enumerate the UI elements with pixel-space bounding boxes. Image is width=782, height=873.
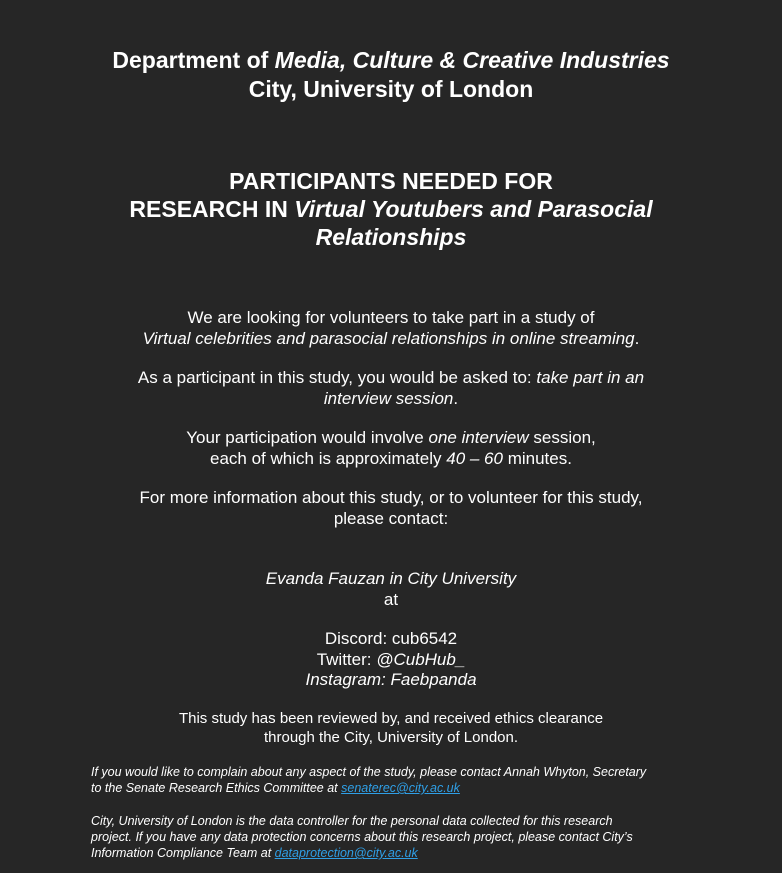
discord-handle: Discord: cub6542 [324, 629, 458, 648]
contact-intro-paragraph: For more information about this study, or to volunteer for this study, please contact: [139, 488, 643, 528]
title-line-2: RESEARCH IN Virtual Youtubers and Parasocial [129, 196, 653, 222]
researcher-block: Evanda Fauzan in City University at [265, 569, 517, 609]
page-title [0, 167, 782, 251]
socials-block [0, 629, 782, 691]
data-protection-notice: City, University of London is the data controller for the personal data collected for this research project. If you have any data protection concerns about this research project, please contact City’s Information Compliance Team at dataprotection@city.ac.uk [91, 814, 633, 860]
complaint-notice: If you would like to complain about any aspect of the study, please contact Annah Whyton, Secretary to the Senate Research Ethics Committee at senaterec@city.ac.uk [91, 765, 647, 795]
title-line-1: PARTICIPANTS NEEDED FOR [229, 168, 553, 194]
university-name: City, University of London [248, 76, 534, 102]
researcher-name: Evanda Fauzan in City University [265, 569, 517, 588]
twitter-handle: @CubHub_ [376, 649, 466, 669]
title-line-3: Relationships [315, 224, 467, 250]
intro-paragraph: We are looking for volunteers to take part in a study of Virtual celebrities and parasocial relationships in online streaming. [142, 308, 640, 348]
department-name: Media, Culture & Creative Industries [274, 47, 670, 73]
dataprotection-email-link[interactable]: dataprotection@city.ac.uk [274, 846, 418, 860]
ethics-statement: This study has been reviewed by, and received ethics clearance through the City, University of London. [178, 710, 604, 746]
department-header [0, 46, 782, 104]
study-topic: Virtual celebrities and parasocial relationships in online streaming [142, 328, 635, 348]
twitter-line: Twitter: @CubHub_ [316, 649, 466, 669]
department-line: Department of Media, Culture & Creative Industries [112, 47, 670, 73]
instagram-handle: Instagram: Faebpanda [305, 670, 477, 689]
task-paragraph: As a participant in this study, you would be asked to: take part in an interview session. [137, 368, 645, 408]
senaterec-email-link[interactable]: senaterec@city.ac.uk [341, 781, 460, 795]
session-duration: 40 – 60 [446, 448, 503, 468]
involvement-paragraph: Your participation would involve one interview session, each of which is approximately 40 – 60 minutes. [186, 428, 596, 468]
research-topic: Virtual Youtubers and Parasocial [294, 196, 653, 222]
